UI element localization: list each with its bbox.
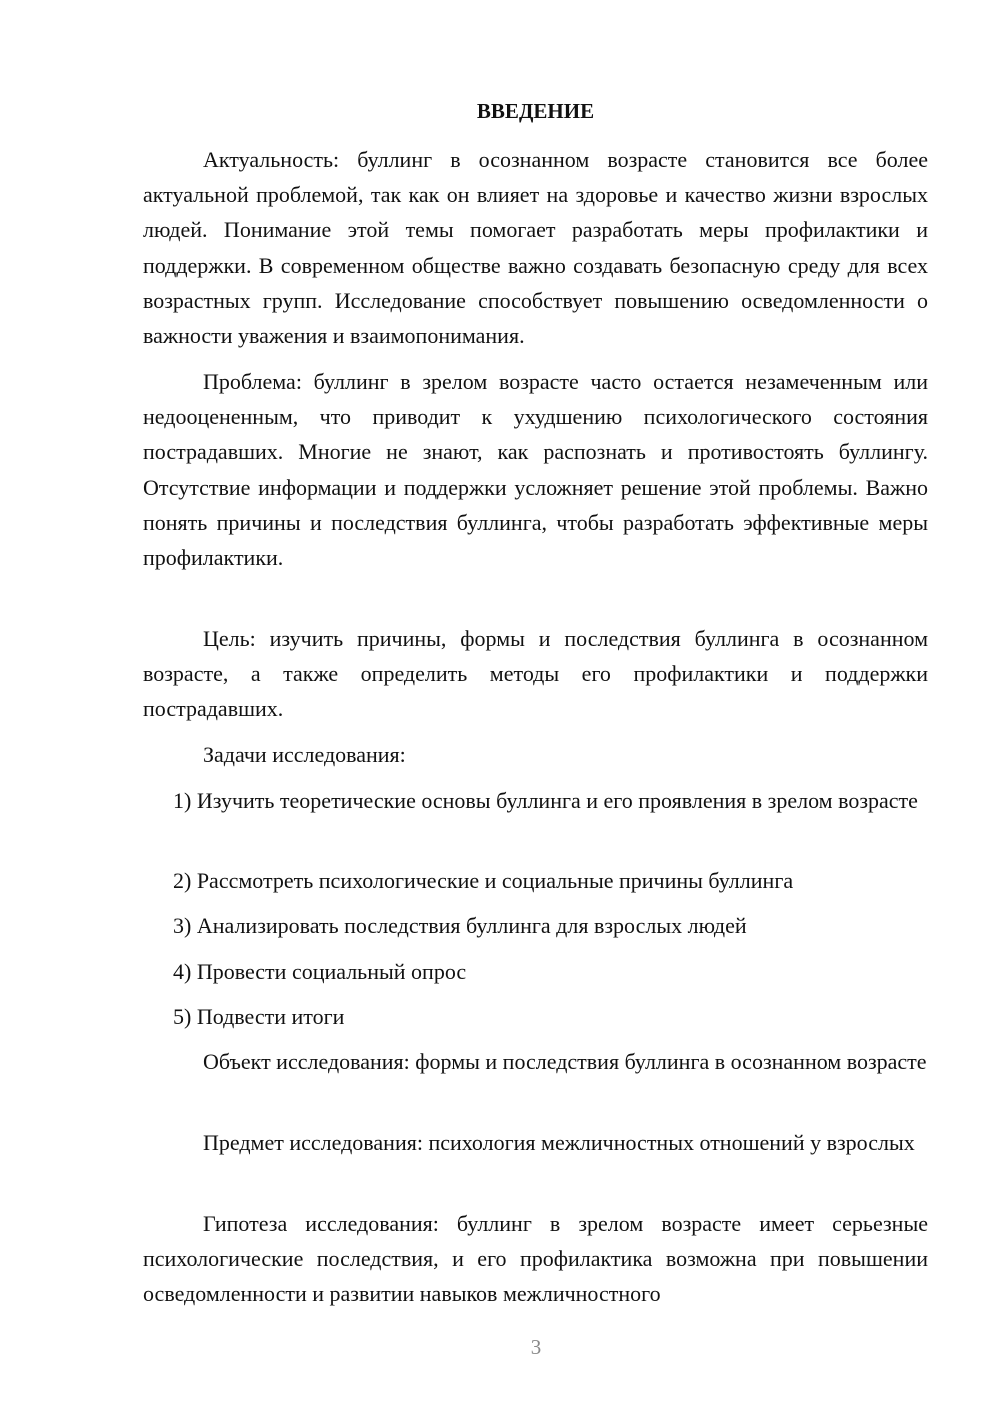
task-item-5: 5) Подвести итоги: [173, 1004, 345, 1029]
paragraph-goal: Цель: изучить причины, формы и последствия буллинга в осознанном возрасте, а также определить методы его профилактики и поддержки пострадавших.: [143, 626, 928, 722]
paragraph-object: Объект исследования: формы и последствия буллинга в осознанном возрасте: [203, 1049, 927, 1074]
paragraph-subject: Предмет исследования: психология межличностных отношений у взрослых: [203, 1130, 915, 1155]
page-title: ВВЕДЕНИЕ: [476, 99, 595, 123]
paragraph-hypothesis: Гипотеза исследования: буллинг в зрелом возрасте имеет серьезные психологические последствия, и его профилактика возможна при повышении осведомленности и развитии навыков межличностного: [143, 1211, 928, 1307]
tasks-heading: Задачи исследования:: [203, 742, 406, 767]
task-item-4: 4) Провести социальный опрос: [173, 959, 467, 984]
task-item-3: 3) Анализировать последствия буллинга для взрослых людей: [173, 913, 747, 938]
paragraph-problem: Проблема: буллинг в зрелом возрасте часто остается незамеченным или недооцененным, что приводит к ухудшению психологического состояния пострадавших. Многие не знают, как распознать и противостоять буллингу. Отсутствие информации и поддержки усложняет решение этой проблемы. Важно понять причины и последствия буллинга, чтобы разработать эффективные меры профилактики.: [143, 369, 928, 571]
paragraph-relevance: Актуальность: буллинг в осознанном возрасте становится все более актуальной проблемой, так как он влияет на здоровье и качество жизни взрослых людей. Понимание этой темы помогает разработать меры профилактики и поддержки. В современном обществе важно создавать безопасную среду для всех возрастных групп. Исследование способствует повышению осведомленности о важности уважения и взаимопонимания.: [143, 147, 928, 349]
task-item-1: 1) Изучить теоретические основы буллинга и его проявления в зрелом возрасте: [173, 788, 918, 813]
task-item-2: 2) Рассмотреть психологические и социальные причины буллинга: [173, 868, 794, 893]
page-number: 3: [530, 1335, 542, 1359]
